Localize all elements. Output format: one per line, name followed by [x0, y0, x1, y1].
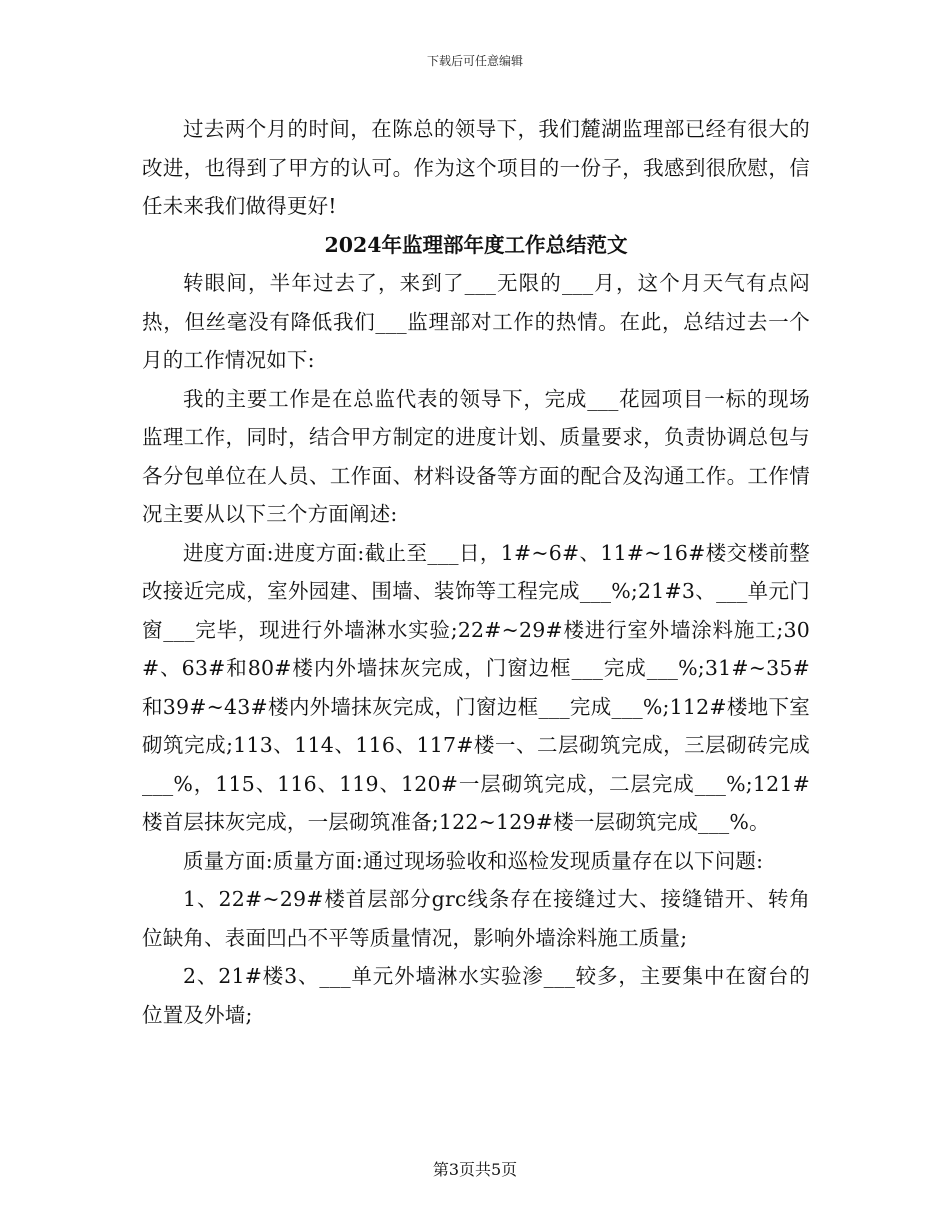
intro-paragraph: 过去两个月的时间，在陈总的领导下，我们麓湖监理部已经有很大的改进，也得到了甲方的认可。作为这个项目的一份子，我感到很欣慰，信任未来我们做得更好!	[142, 117, 810, 218]
paragraph-issue-1: 1、22#~29#楼首层部分grc线条存在接缝过大、接缝错开、转角位缺角、表面凹凸不平等质量情况，影响外墙涂料施工质量;	[142, 887, 810, 950]
paragraph-issue-2: 2、21#楼3、___单元外墙淋水实验渗___较多，主要集中在窗台的位置及外墙;	[142, 964, 810, 1027]
paragraph-progress: 进度方面:进度方面:截止至___日，1#~6#、11#~16#楼交楼前整改接近完成，室外园建、围墙、装饰等工程完成___%;21#3、___单元门窗___完毕，现进行外墙淋水实验;22#~29#楼进行室外墙涂料施工;30#、63#和80#楼内外墙抹灰完成，门窗边框___完成___%;31#~35#和39#~43#楼内外墙抹灰完成，门窗边框___完成___%;112#楼地下室砌筑完成;113、114、116、117#楼一、二层砌筑完成，三层砌砖完成___%，115、116、119、120#一层砌筑完成，二层完成___%;121#楼首层抹灰完成，一层砌筑准备;122~129#楼一层砌筑完成___%。	[142, 540, 810, 834]
page-header: 下载后可任意编辑	[426, 54, 523, 68]
paragraph-opening: 转眼间，半年过去了，来到了___无限的___月，这个月天气有点闷热，但丝毫没有降低我们___监理部对工作的热情。在此，总结过去一个月的工作情况如下:	[142, 271, 810, 372]
page-number: 第3页共5页	[432, 1160, 518, 1179]
paragraph-main-work: 我的主要工作是在总监代表的领导下，完成___花园项目一标的现场监理工作，同时，结合甲方制定的进度计划、质量要求，负责协调总包与各分包单位在人员、工作面、材料设备等方面的配合及沟通工作。工作情况主要从以下三个方面阐述:	[142, 386, 810, 526]
paragraph-quality: 质量方面:质量方面:通过现场验收和巡检发现质量存在以下问题:	[183, 848, 764, 873]
document-title: 2024年监理部年度工作总结范文	[324, 232, 628, 257]
document-body	[142, 110, 810, 1034]
